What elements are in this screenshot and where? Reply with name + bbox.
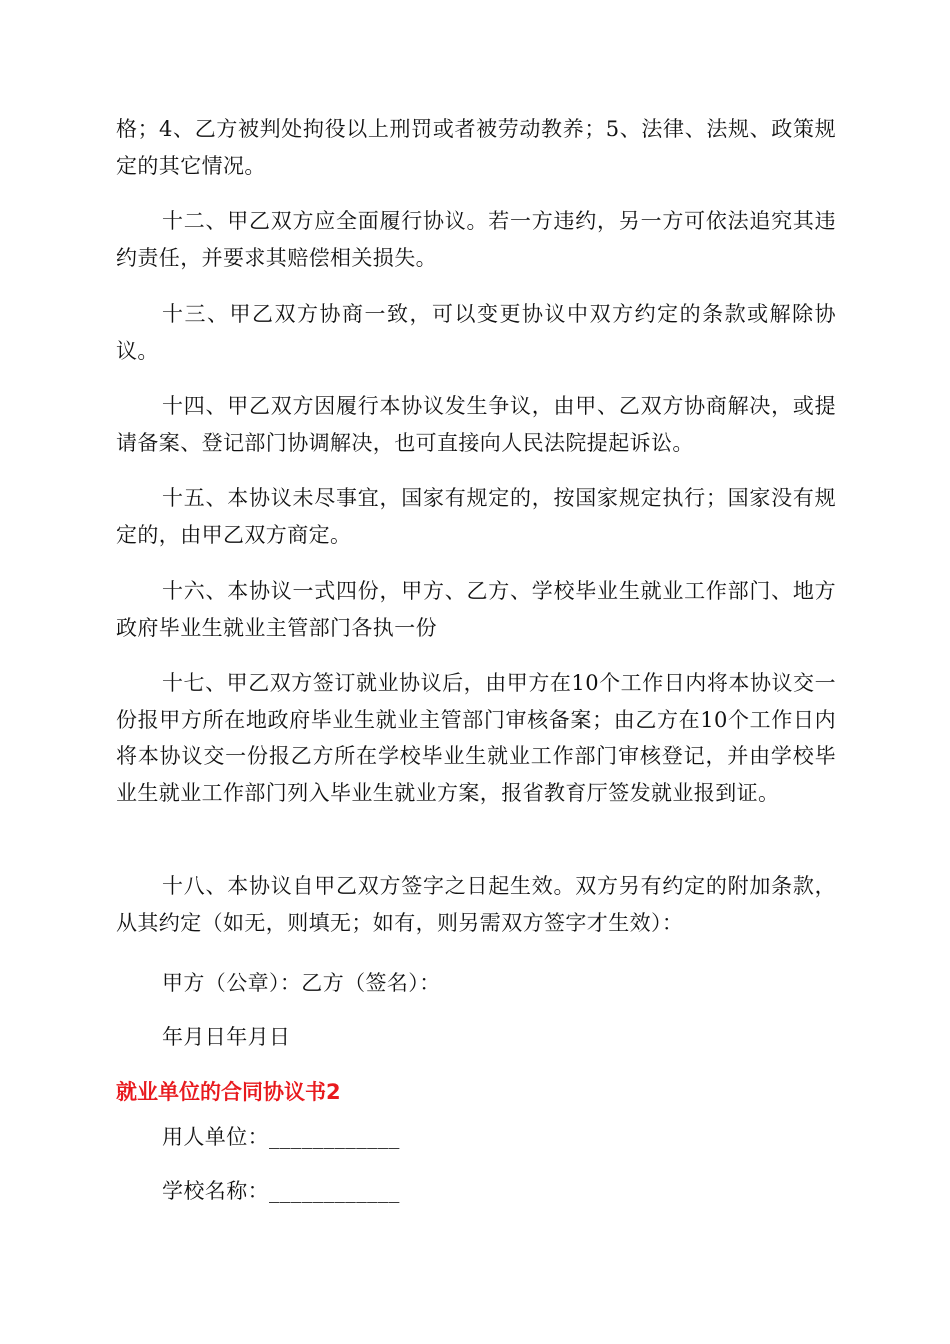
school-field [162,1176,400,1206]
paragraph-clause-17: 十七、甲乙双方签订就业协议后，由甲方在10个工作日内将本协议交一份报甲方所在地政府毕业生就业主管部门审核备案；由乙方在10个工作日内将本协议交一份报乙方所在学校毕业生就业工作部门审核登记，并由学校毕业生就业工作部门列入毕业生就业方案，报省教育厅签发就业报到证。 [116,671,836,805]
school-blank: ____________ [269,1179,400,1203]
employer-field [162,1122,400,1152]
paragraph-clause-13: 十三、甲乙双方协商一致，可以变更协议中双方约定的条款或解除协议。 [116,302,836,363]
paragraph-clause-15: 十五、本协议未尽事宜，国家有规定的，按国家规定执行；国家没有规定的，由甲乙双方商定。 [116,486,836,547]
paragraph-clause-14: 十四、甲乙双方因履行本协议发生争议，由甲、乙双方协商解决，或提请备案、登记部门协调解决，也可直接向人民法院提起诉讼。 [116,394,836,455]
paragraph-clause-18: 十八、本协议自甲乙双方签字之日起生效。双方另有约定的附加条款，从其约定（如无，则填无；如有，则另需双方签字才生效）： [116,874,836,935]
employer-blank: ____________ [269,1125,400,1149]
signature-line: 甲方（公章）：乙方（签名）： [162,971,441,995]
employer-label: 用人单位： [162,1125,269,1149]
paragraph-clause-12: 十二、甲乙双方应全面履行协议。若一方违约，另一方可依法追究其违约责任，并要求其赔偿相关损失。 [116,209,836,270]
paragraph-clause-16: 十六、本协议一式四份，甲方、乙方、学校毕业生就业工作部门、地方政府毕业生就业主管部门各执一份 [116,579,836,640]
section-heading: 就业单位的合同协议书2 [116,1080,341,1104]
paragraph-continuation: 格；4、乙方被判处拘役以上刑罚或者被劳动教养；5、法律、法规、政策规定的其它情况。 [116,117,836,178]
school-label: 学校名称： [162,1179,269,1203]
date-line: 年月日年月日 [162,1025,291,1049]
